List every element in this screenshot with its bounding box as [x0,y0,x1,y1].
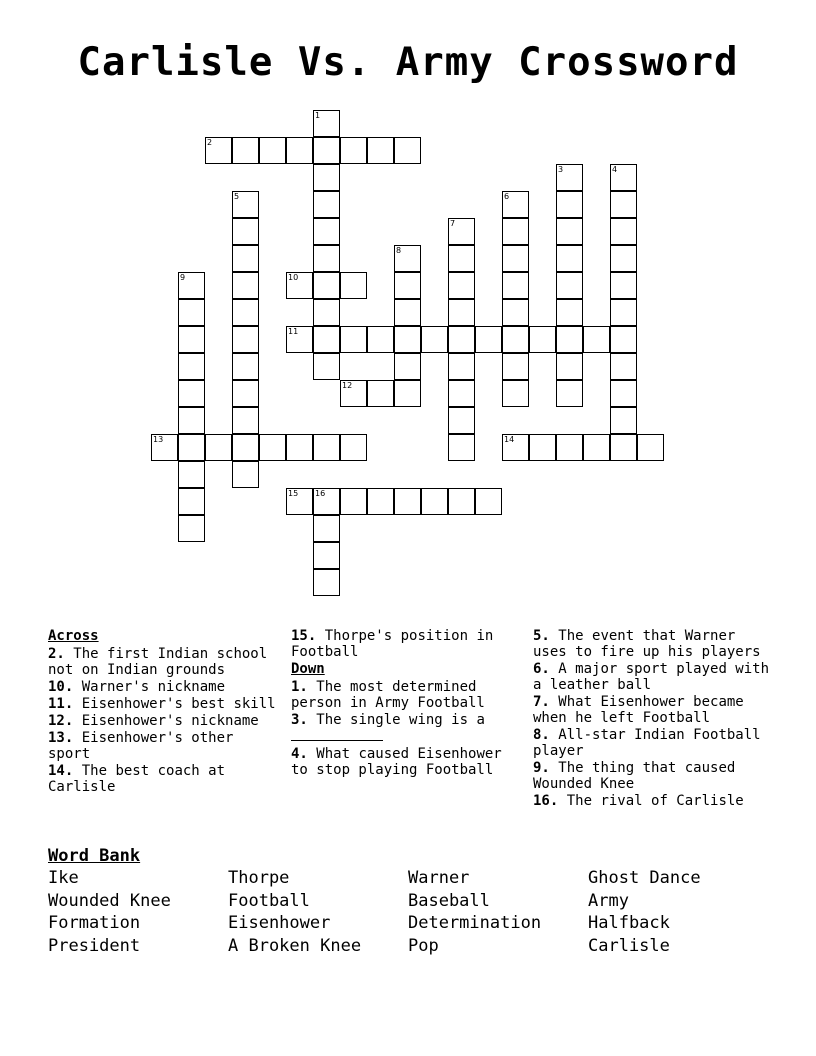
word-bank-item: Carlisle [588,936,670,956]
grid-cell[interactable] [394,326,421,353]
grid-cell[interactable] [340,434,367,461]
grid-cell[interactable] [340,137,367,164]
down-heading: Down [291,661,325,677]
grid-cell[interactable] [529,434,556,461]
grid-cell[interactable] [232,245,259,272]
grid-cell[interactable] [151,434,178,461]
grid-cell[interactable] [313,353,340,380]
grid-cell[interactable] [556,353,583,380]
grid-cell[interactable] [313,218,340,245]
grid-cell[interactable] [610,299,637,326]
page-title: Carlisle Vs. Army Crossword [77,40,739,85]
word-bank-item: Warner [408,868,470,888]
grid-cell[interactable] [286,488,313,515]
grid-cell[interactable] [502,272,529,299]
word-bank-item: Ghost Dance [588,868,701,888]
clues-column-1 [48,628,284,796]
clue-down-5: 5. The event that Warner uses to fire up his players [533,628,761,660]
grid-cell[interactable] [313,326,340,353]
grid-cell[interactable] [556,434,583,461]
grid-cell[interactable] [205,137,232,164]
grid-cell[interactable] [394,272,421,299]
grid-cell[interactable] [286,137,313,164]
grid-cell[interactable] [313,299,340,326]
grid-cell[interactable] [394,488,421,515]
grid-cell[interactable] [313,488,340,515]
grid-cell[interactable] [610,245,637,272]
grid-cell[interactable] [610,380,637,407]
grid-cell[interactable] [529,326,556,353]
grid-cell[interactable] [556,191,583,218]
grid-cell[interactable] [448,407,475,434]
grid-cell[interactable] [556,326,583,353]
clues-column-3 [533,628,773,810]
grid-cell[interactable] [367,488,394,515]
clue-number: 5 [234,192,240,201]
grid-cell[interactable] [178,299,205,326]
grid-cell[interactable] [610,272,637,299]
grid-cell[interactable] [286,272,313,299]
clue-across-2: 2. The first Indian school not on Indian grounds [48,646,268,678]
grid-cell[interactable] [313,272,340,299]
grid-cell[interactable] [610,407,637,434]
clue-down-9: 9. The thing that caused Wounded Knee [533,760,736,792]
grid-cell[interactable] [394,137,421,164]
grid-cell[interactable] [475,488,502,515]
word-bank-item: Thorpe [228,868,290,888]
clue-number: 15 [288,489,299,498]
grid-cell[interactable] [610,191,637,218]
clue-across-13: 13. Eisenhower's other sport [48,730,234,762]
grid-cell[interactable] [556,218,583,245]
grid-cell[interactable] [232,299,259,326]
clue-number: 2 [207,138,213,147]
grid-cell[interactable] [232,326,259,353]
grid-cell[interactable] [502,218,529,245]
clue-across-14: 14. The best coach at Carlisle [48,763,226,795]
word-bank-item: Wounded Knee [48,891,171,911]
word-bank-item: Baseball [408,891,490,911]
clues-column-2 [291,628,519,779]
clue-down-1: 1. The most determined person in Army Football [291,679,485,711]
grid-cell[interactable] [448,434,475,461]
grid-cell[interactable] [610,218,637,245]
word-bank-item: President [48,936,141,956]
clue-number: 13 [153,435,164,444]
grid-cell[interactable] [502,380,529,407]
grid-cell[interactable] [502,326,529,353]
word-bank-item: Football [228,891,310,911]
clue-across-11: 11. Eisenhower's best skill [48,696,276,712]
grid-cell[interactable] [178,488,205,515]
grid-cell[interactable] [583,434,610,461]
grid-cell[interactable] [232,137,259,164]
clue-down-8: 8. All-star Indian Football player [533,727,761,759]
grid-cell[interactable] [556,272,583,299]
grid-cell[interactable] [340,380,367,407]
grid-cell[interactable] [556,380,583,407]
grid-cell[interactable] [502,245,529,272]
grid-cell[interactable] [448,299,475,326]
clue-across-15: 15. Thorpe's position in Football [291,628,494,660]
grid-cell[interactable] [502,353,529,380]
grid-cell[interactable] [340,488,367,515]
word-bank-item: Army [588,891,629,911]
grid-cell[interactable] [178,353,205,380]
word-bank-item: Determination [408,913,542,933]
grid-cell[interactable] [502,299,529,326]
grid-cell[interactable] [313,434,340,461]
grid-cell[interactable] [259,137,286,164]
across-heading: Across [48,628,99,644]
grid-cell[interactable] [367,137,394,164]
grid-cell[interactable] [448,218,475,245]
clue-number: 14 [504,435,515,444]
grid-cell[interactable] [367,380,394,407]
grid-cell[interactable] [232,380,259,407]
grid-cell[interactable] [556,164,583,191]
grid-cell[interactable] [340,326,367,353]
grid-cell[interactable] [448,488,475,515]
clue-number: 7 [450,219,456,228]
clue-down-6: 6. A major sport played with a leather ball [533,661,770,693]
grid-cell[interactable] [610,326,637,353]
grid-cell[interactable] [556,245,583,272]
clue-number: 10 [288,273,299,282]
word-bank-title: Word Bank [48,846,141,866]
grid-cell[interactable] [286,326,313,353]
grid-cell[interactable] [313,164,340,191]
grid-cell[interactable] [448,326,475,353]
grid-cell[interactable] [313,542,340,569]
grid-cell[interactable] [502,434,529,461]
grid-cell[interactable] [556,299,583,326]
grid-cell[interactable] [448,380,475,407]
grid-cell[interactable] [448,272,475,299]
grid-cell[interactable] [178,407,205,434]
clue-down-3: 3. The single wing is a [291,712,519,745]
clue-down-4: 4. What caused Eisenhower to stop playing Football [291,746,502,778]
clue-number: 8 [396,246,402,255]
grid-cell[interactable] [637,434,664,461]
grid-cell[interactable] [583,326,610,353]
clue-number: 4 [612,165,618,174]
grid-cell[interactable] [178,461,205,488]
word-bank-item: Formation [48,913,141,933]
clue-across-12: 12. Eisenhower's nickname [48,713,259,729]
grid-cell[interactable] [313,110,340,137]
grid-cell[interactable] [286,434,313,461]
grid-cell[interactable] [340,272,367,299]
grid-cell[interactable] [502,191,529,218]
clue-number: 12 [342,381,353,390]
grid-cell[interactable] [178,272,205,299]
grid-cell[interactable] [421,326,448,353]
grid-cell[interactable] [475,326,502,353]
grid-cell[interactable] [313,569,340,596]
clue-number: 3 [558,165,564,174]
clue-number: 1 [315,111,321,120]
clue-across-10: 10. Warner's nickname [48,679,226,695]
grid-cell[interactable] [178,380,205,407]
clue-down-7: 7. What Eisenhower became when he left Football [533,694,744,726]
grid-cell[interactable] [232,407,259,434]
grid-cell[interactable] [394,353,421,380]
grid-cell[interactable] [448,353,475,380]
grid-cell[interactable] [367,326,394,353]
word-bank-item: Pop [408,936,439,956]
grid-cell[interactable] [259,434,286,461]
grid-cell[interactable] [178,326,205,353]
grid-cell[interactable] [610,434,637,461]
word-bank-item: Halfback [588,913,670,933]
grid-cell[interactable] [313,137,340,164]
word-bank-item: A Broken Knee [228,936,362,956]
grid-cell[interactable] [421,488,448,515]
grid-cell[interactable] [232,191,259,218]
answer-blank [291,728,383,741]
grid-cell[interactable] [313,245,340,272]
clue-number: 6 [504,192,510,201]
grid-cell[interactable] [394,380,421,407]
grid-cell[interactable] [232,434,259,461]
grid-cell[interactable] [394,245,421,272]
grid-cell[interactable] [313,515,340,542]
grid-cell[interactable] [232,461,259,488]
grid-cell[interactable] [178,515,205,542]
grid-cell[interactable] [232,272,259,299]
grid-cell[interactable] [448,245,475,272]
clue-number: 11 [288,327,299,336]
grid-cell[interactable] [178,434,205,461]
word-bank-item: Ike [48,868,79,888]
grid-cell[interactable] [394,299,421,326]
clue-number: 9 [180,273,186,282]
grid-cell[interactable] [610,164,637,191]
word-bank-item: Eisenhower [228,913,331,933]
clue-number: 16 [315,489,326,498]
grid-cell[interactable] [313,191,340,218]
grid-cell[interactable] [232,353,259,380]
clue-down-16: 16. The rival of Carlisle [533,793,744,809]
grid-cell[interactable] [232,218,259,245]
grid-cell[interactable] [610,353,637,380]
grid-cell[interactable] [205,434,232,461]
